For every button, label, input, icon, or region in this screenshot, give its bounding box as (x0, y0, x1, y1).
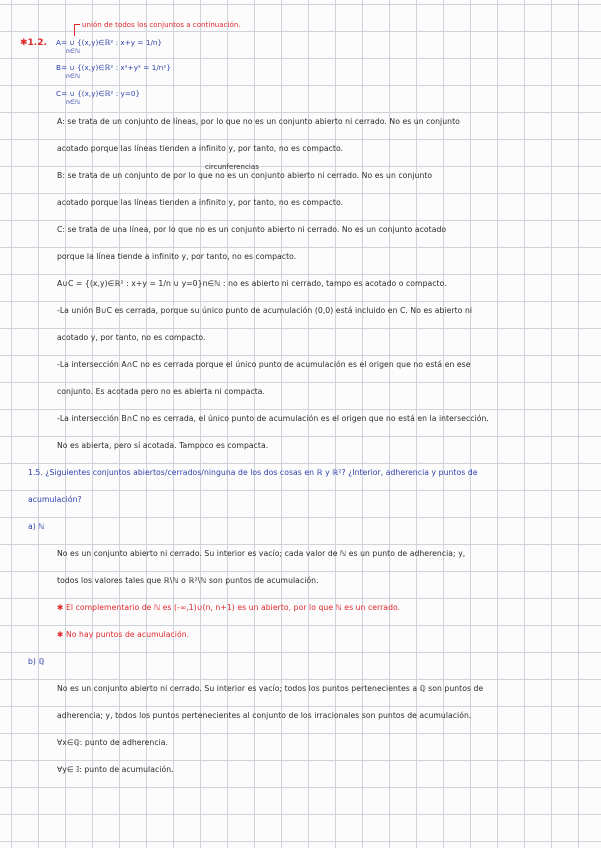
union-a-c-line: A∪C = {(x,y)∈ℝ² : x+y = 1/n ∪ y=0}n∈ℕ : no es abierto ni cerrado, tampo es acotado o compacto. (57, 279, 447, 288)
part-a-correction-2: ✱ No hay puntos de acumulación. (57, 630, 190, 639)
intersection-b-c-line-1: -La intersección B∩C no es cerrada, el único punto de acumulación es el origen que no está en la intersección. (57, 414, 489, 423)
exercise-1-5-title-line-2: acumulación? (28, 495, 82, 504)
set-a-subscript: n∈ℕ (66, 48, 80, 55)
set-c-definition: C= ∪ {(x,y)∈ℝ² : y=0} (56, 89, 141, 98)
intersection-b-c-line-2: No es abierta, pero sí acotada. Tampoco es compacta. (57, 441, 269, 450)
set-b-definition: B= ∪ {(x,y)∈ℝ² : x²+y² = 1/n²} (56, 63, 171, 72)
answer-c-line-1: C: se trata de una línea, por lo que no es un conjunto abierto ni cerrado. No es un conjunto acotado (57, 225, 447, 234)
answer-b-line-1: B: se trata de un conjunto de por lo que no es un conjunto abierto ni cerrado. No es un conjunto (57, 171, 433, 180)
answer-a-line-1: A: se trata de un conjunto de líneas, por lo que no es un conjunto abierto ni cerrado. No es un conjunto (57, 117, 460, 126)
part-b-line-4: ∀y∈ 𝕀: punto de acumulación. (57, 765, 174, 774)
part-a-line-1: No es un conjunto abierto ni cerrado. Su interior es vacío; cada valor de ℕ es un punto de adherencia; y, (57, 549, 466, 558)
part-a-label: a) ℕ (28, 522, 45, 531)
part-a-line-2: todos los valores tales que ℝ\ℕ o ℝ²\ℕ son puntos de acumulación. (57, 576, 319, 585)
set-c-subscript: n∈ℕ (66, 99, 80, 106)
intersection-a-c-line-2: conjunto. Es acotada pero no es abierta ni compacta. (57, 387, 266, 396)
set-a-definition: A= ∪ {(x,y)∈ℝ² : x+y = 1/n} (56, 38, 163, 47)
circumferences-note: circunferencias (205, 163, 259, 171)
intersection-a-c-line-1: -La intersección A∩C no es cerrada porque el único punto de acumulación es el origen que no está en ese (57, 360, 471, 369)
answer-a-line-2: acotado porque las líneas tienden a infinito y, por tanto, no es compacto. (57, 144, 344, 153)
answer-b-line-2: acotado porque las líneas tienden a infinito y, por tanto, no es compacto. (57, 198, 344, 207)
part-a-correction-1: ✱ El complementario de ℕ es (-∞,1)∪(n, n+1) es un abierto, por lo que ℕ es un cerrado. (57, 603, 401, 612)
union-b-c-line-2: acotado y, por tanto, no es compacto. (57, 333, 206, 342)
exercise-1-5-title-line-1: 1.5. ¿Siguientes conjuntos abiertos/cerrados/ninguna de los dos cosas en ℝ y ℝ²? ¿Interior, adherencia y puntos de (28, 468, 478, 477)
part-b-label: b) ℚ (28, 657, 45, 666)
union-note: unión de todos los conjuntos a continuación. (82, 21, 241, 29)
part-b-line-1: No es un conjunto abierto ni cerrado. Su interior es vacío; todos los puntos pertenecientes a ℚ son puntos de (57, 684, 484, 693)
part-b-line-3: ∀x∈ℚ: punto de adherencia. (57, 738, 169, 747)
exercise-marker: ✱1.2. (20, 38, 47, 48)
answer-c-line-2: porque la línea tiende a infinito y, por tanto, no es compacto. (57, 252, 297, 261)
union-b-c-line-1: -La unión B∪C es cerrada, porque su único punto de acumulación (0,0) está incluido en C. No es abierto ni (57, 306, 473, 315)
part-b-line-2: adherencia; y, todos los puntos pertenecientes al conjunto de los irracionales son puntos de acumulación. (57, 711, 472, 720)
set-b-subscript: n∈ℕ (66, 73, 80, 80)
annotation-arrow (74, 24, 81, 36)
